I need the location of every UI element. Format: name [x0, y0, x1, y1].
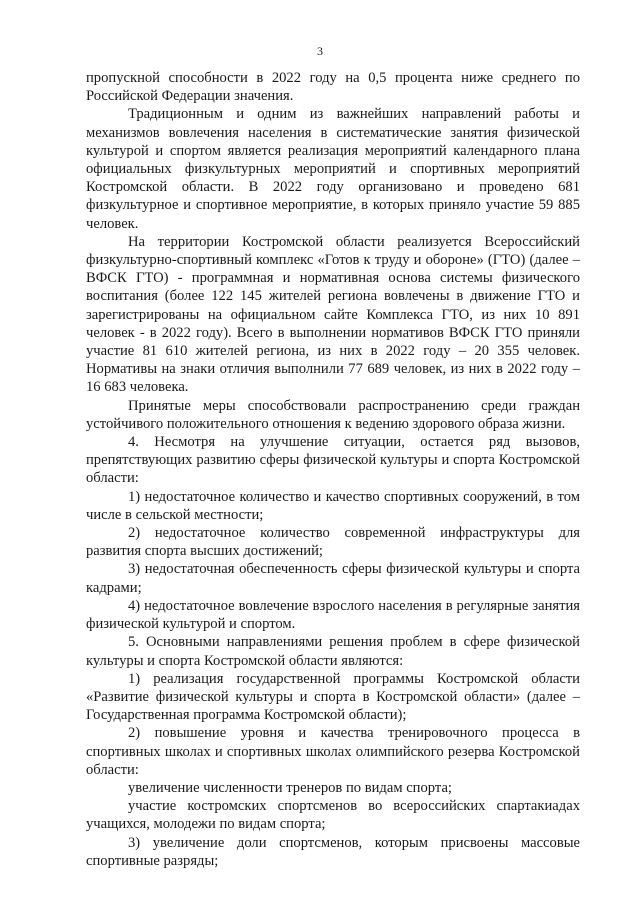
paragraph-measures: Принятые меры способствовали распространению среди граждан устойчивого положительного отношения к ведению здорового образа жизни. — [86, 397, 580, 432]
paragraph-challenges-intro: 4. Несмотря на улучшение ситуации, остается ряд вызовов, препятствующих развитию сферы физической культуры и спорта Костромской области: — [86, 434, 580, 487]
page-number: 3 — [317, 44, 323, 58]
direction-item-2: 2) повышение уровня и качества тренировочного процесса в спортивных школах и спортивных школах олимпийского резерва Костромской области: — [86, 725, 580, 778]
direction-item-3: 3) увеличение доли спортсменов, которым присвоены массовые спортивные разряды; — [86, 834, 580, 869]
paragraph-events: Традиционным и одним из важнейших направлений работы и механизмов вовлечения населения в систематические занятия физической культурой и спортом является реализация мероприятий календарного плана официальных физкультурных мероприятий и спортивных мероприятий Костромской области. В 2022 году организовано и проведено 681 физкультурное и спортивное мероприятие, в которых приняло участие 59 885 человек. — [86, 106, 580, 232]
challenge-item-4: 4) недостаточное вовлечение взрослого населения в регулярные занятия физической культурой и спортом. — [86, 597, 580, 633]
paragraph-directions-intro: 5. Основными направлениями решения проблем в сфере физической культуры и спорта Костромской области являются: — [86, 634, 580, 669]
challenge-item-3: 3) недостаточная обеспеченность сферы физической культуры и спорта кадрами; — [86, 561, 580, 596]
challenge-item-2: 2) недостаточное количество современной инфраструктуры для развития спорта высших достижений; — [86, 525, 580, 560]
direction-subitem-spartakiads: участие костромских спортсменов во всероссийских спартакиадах учащихся, молодежи по видам спорта; — [86, 798, 580, 833]
paragraph-gto: На территории Костромской области реализуется Всероссийский физкультурно-спортивный комплекс «Готов к труду и обороне» (ГТО) (далее – ВФСК ГТО) - программная и нормативная основа системы физического воспитания (более 122 145 жителей региона вовлечены в движение ГТО и зарегистрированы на официальном сайте Комплекса ГТО, из них 10 891 человек - в 2022 году). Всего в выполнении нормативов ВФСК ГТО приняли участие 81 610 жителей региона, из них в 2022 году – 20 355 человек. Нормативы на знаки отличия выполнили 77 689 человек, из них в 2022 году – 16 683 человека. — [86, 233, 580, 396]
challenge-item-1: 1) недостаточное количество и качество спортивных сооружений, в том числе в сельской местности; — [86, 488, 580, 523]
direction-item-1: 1) реализация государственной программы Костромской области «Развитие физической культуры и спорта в Костромской области» (далее – Государственная программа Костромской области); — [86, 670, 580, 724]
document-body — [86, 69, 580, 870]
paragraph-continuation: пропускной способности в 2022 году на 0,5 процента ниже среднего по Российской Федерации значения. — [86, 70, 580, 105]
direction-subitem-coaches: увеличение численности тренеров по видам спорта; — [128, 779, 452, 796]
